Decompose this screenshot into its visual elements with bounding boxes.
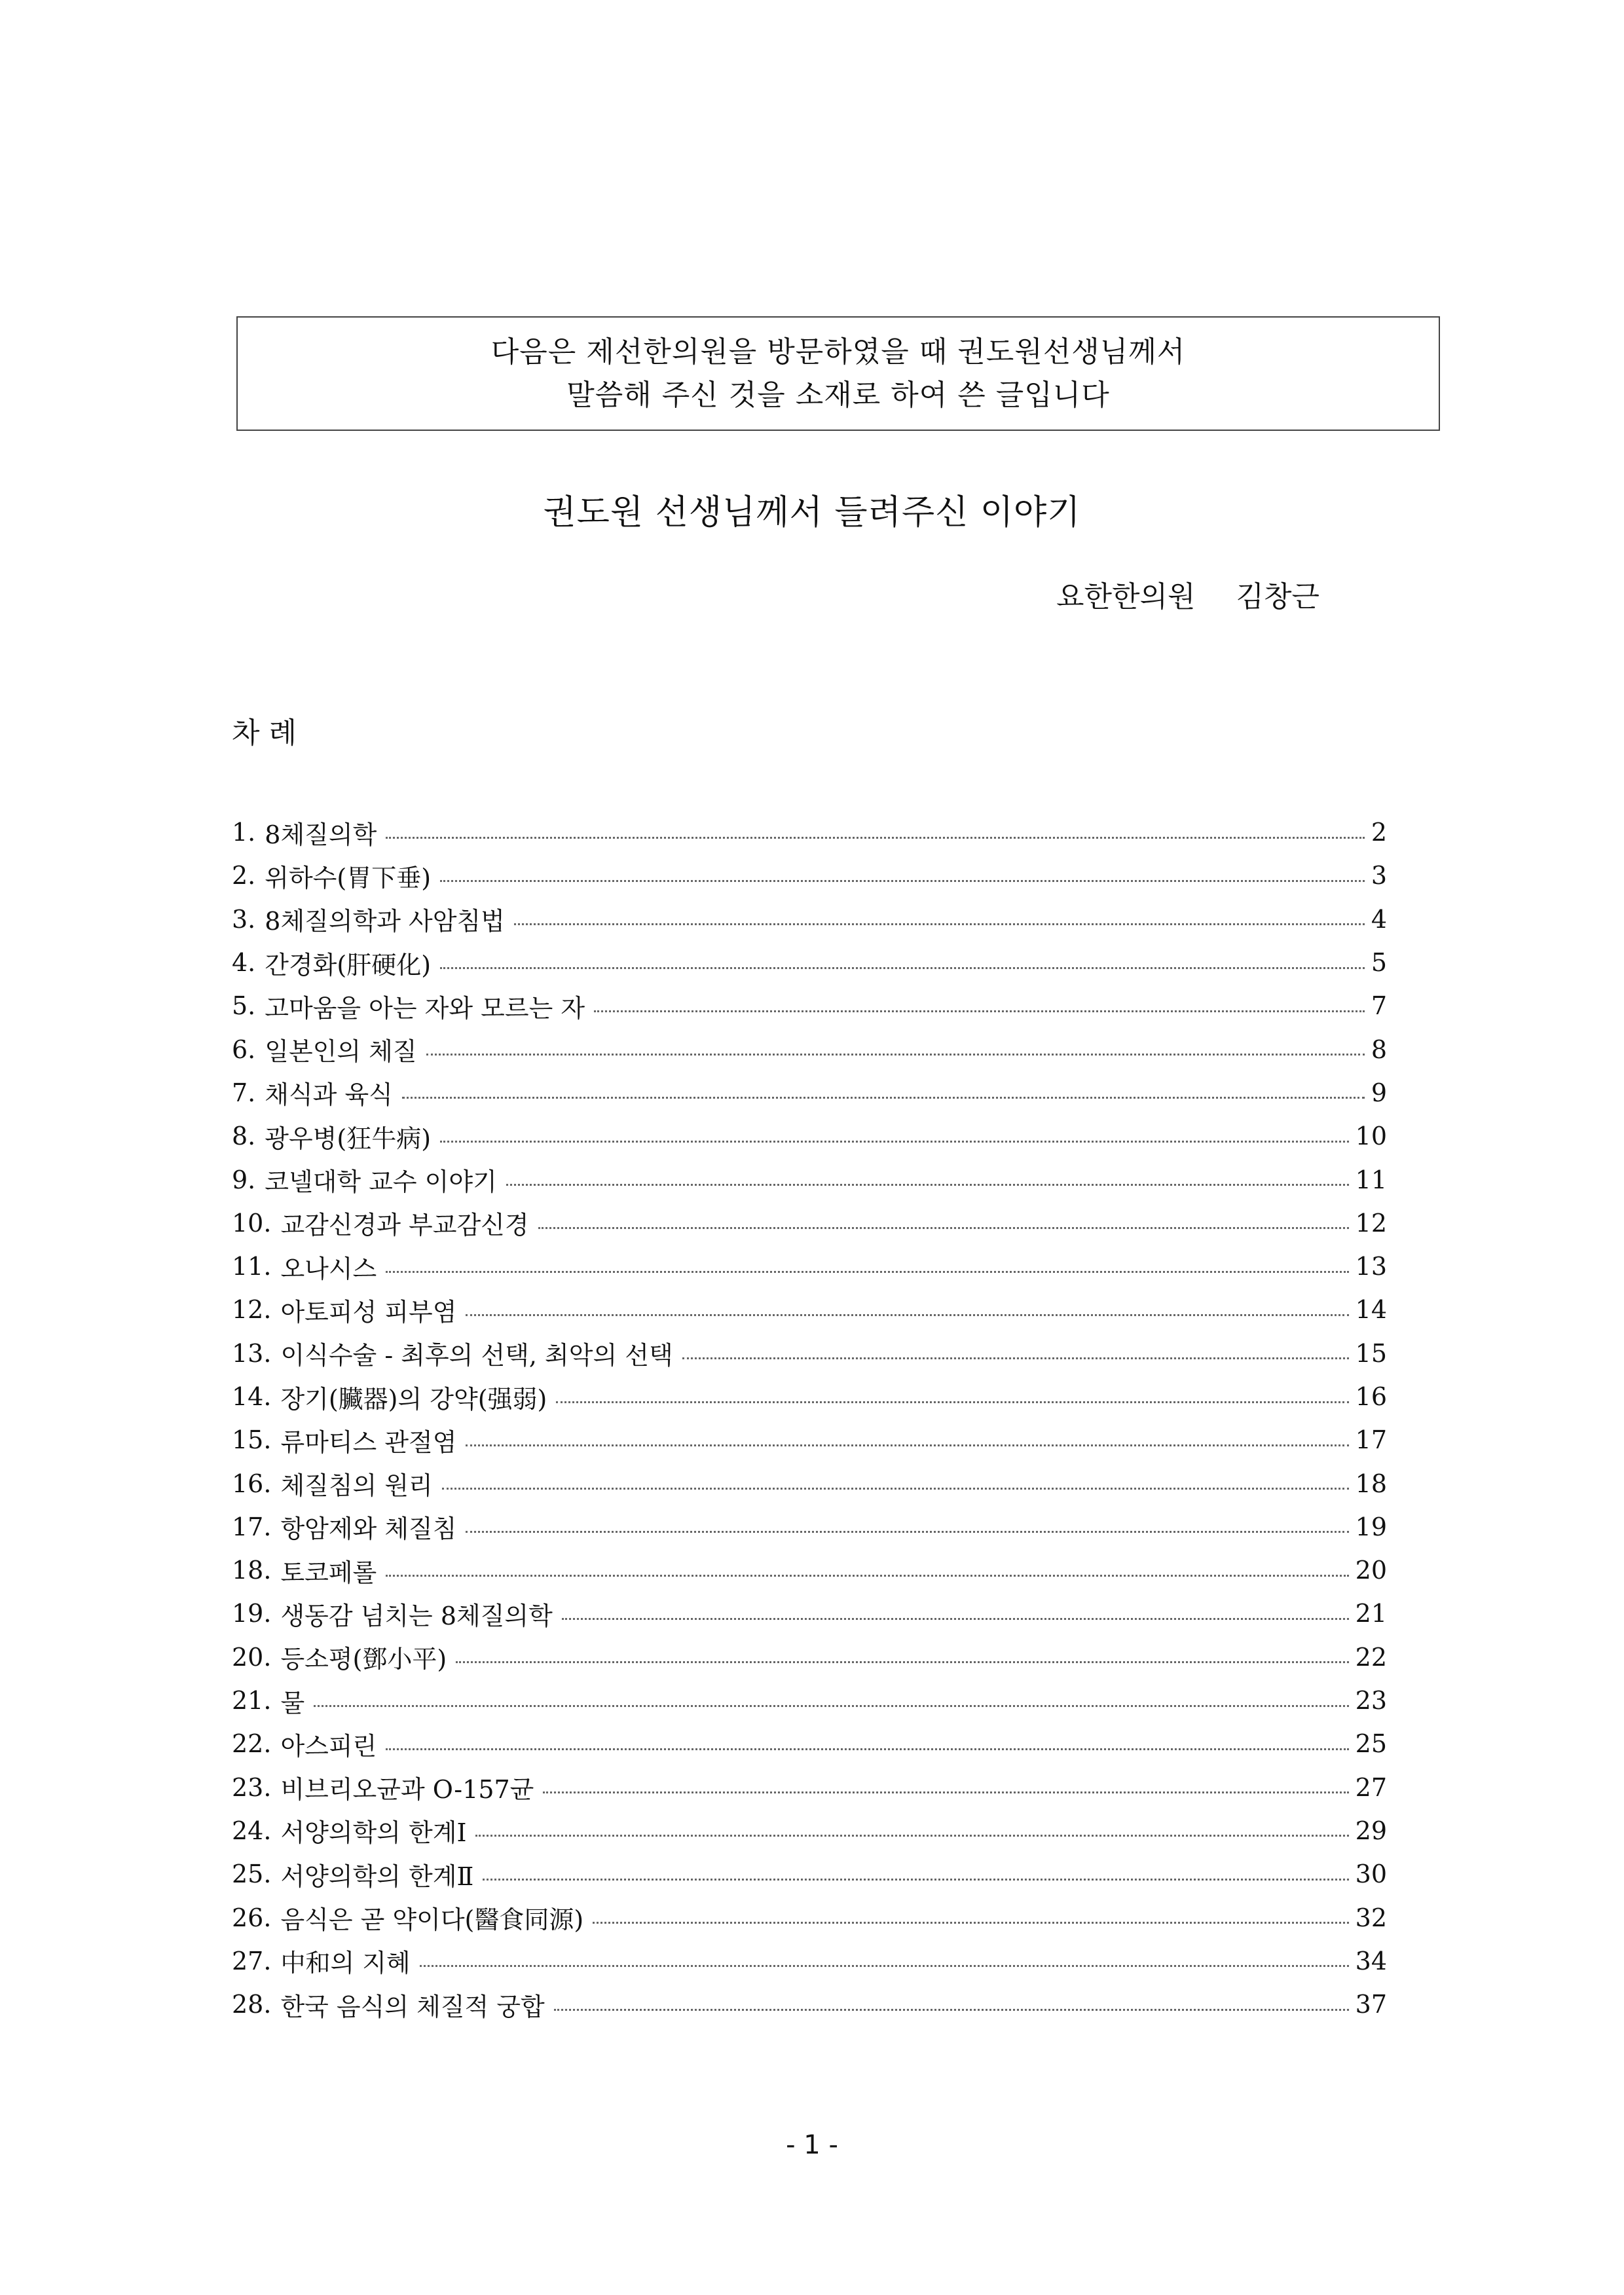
dot-leader xyxy=(440,967,1365,969)
toc-heading: 차 례 xyxy=(232,716,297,750)
toc-item-page: 3 xyxy=(1371,861,1387,890)
toc-item-label: 8체질의학 xyxy=(265,820,377,849)
toc-item-label: 일본인의 체질 xyxy=(265,1037,417,1067)
toc-item xyxy=(232,1418,1387,1461)
toc-item xyxy=(232,1027,1387,1071)
toc-item-label: 아토피성 피부염 xyxy=(280,1297,457,1327)
dot-leader xyxy=(386,1748,1348,1750)
toc-item-label: 류마티스 관절염 xyxy=(280,1427,457,1457)
toc-item-page: 21 xyxy=(1355,1599,1387,1628)
toc-item-page: 13 xyxy=(1355,1252,1387,1281)
toc-item-label: 오나시스 xyxy=(280,1254,377,1283)
toc-item-page: 23 xyxy=(1355,1686,1387,1716)
toc-item xyxy=(232,1766,1387,1809)
toc-item-number: 21. xyxy=(232,1686,272,1716)
toc-item-page: 12 xyxy=(1355,1208,1387,1238)
dot-leader xyxy=(556,1401,1348,1403)
toc-item-page: 25 xyxy=(1355,1729,1387,1759)
dot-leader xyxy=(314,1705,1348,1707)
table-of-contents xyxy=(232,811,1387,2026)
dot-leader xyxy=(466,1314,1348,1316)
dot-leader xyxy=(456,1661,1348,1663)
toc-item-page: 16 xyxy=(1355,1382,1387,1411)
toc-item-number: 10. xyxy=(232,1208,272,1238)
toc-item-number: 24. xyxy=(232,1816,272,1845)
toc-item xyxy=(232,941,1387,984)
toc-item-number: 18. xyxy=(232,1556,272,1585)
toc-item-label: 물 xyxy=(280,1688,305,1717)
dot-leader xyxy=(514,923,1365,925)
toc-item-number: 12. xyxy=(232,1295,272,1325)
document-title: 권도원 선생님께서 들려주신 이야기 xyxy=(543,493,1081,532)
toc-item-page: 34 xyxy=(1355,1946,1387,1975)
toc-item-label: 음식은 곧 약이다(醫食同源) xyxy=(280,1905,584,1935)
toc-item xyxy=(232,1679,1387,1722)
toc-item-number: 6. xyxy=(232,1035,256,1064)
toc-item xyxy=(232,854,1387,897)
toc-item xyxy=(232,1332,1387,1375)
dot-leader xyxy=(426,1054,1365,1056)
toc-item-label: 고마움을 아는 자와 모르는 자 xyxy=(265,993,585,1023)
toc-item xyxy=(232,1939,1387,1983)
toc-item xyxy=(232,1896,1387,1939)
toc-item-page: 22 xyxy=(1355,1642,1387,1672)
toc-item-number: 19. xyxy=(232,1599,272,1628)
toc-item xyxy=(232,1158,1387,1201)
toc-item xyxy=(232,1983,1387,2026)
toc-item xyxy=(232,1722,1387,1765)
toc-item-number: 28. xyxy=(232,1990,272,2019)
toc-item xyxy=(232,1549,1387,1592)
notice-line-1: 다음은 제선한의원을 방문하였을 때 권도원선생님께서 xyxy=(490,335,1186,369)
toc-item-number: 7. xyxy=(232,1078,256,1107)
toc-item-number: 8. xyxy=(232,1122,256,1151)
toc-item-page: 15 xyxy=(1355,1338,1387,1368)
toc-item-label: 체질침의 원리 xyxy=(280,1471,433,1501)
toc-item-page: 27 xyxy=(1355,1772,1387,1802)
toc-item-page: 7 xyxy=(1371,991,1387,1021)
toc-item-number: 4. xyxy=(232,948,256,978)
dot-leader xyxy=(442,1488,1349,1490)
dot-leader xyxy=(543,1791,1348,1793)
toc-item-page: 18 xyxy=(1355,1469,1387,1498)
toc-item xyxy=(232,1852,1387,1896)
toc-item-number: 27. xyxy=(232,1946,272,1975)
toc-item-label: 서양의학의 한계Ⅱ xyxy=(280,1862,474,1891)
toc-item-label: 한국 음식의 체질적 궁합 xyxy=(280,1992,545,2021)
dot-leader xyxy=(420,1965,1349,1967)
toc-item-label: 생동감 넘치는 8체질의학 xyxy=(280,1601,553,1630)
toc-item-number: 9. xyxy=(232,1165,256,1194)
toc-item-label: 中和의 지혜 xyxy=(280,1949,411,1978)
toc-item-label: 채식과 육식 xyxy=(265,1080,393,1110)
toc-item xyxy=(232,1375,1387,1418)
toc-item xyxy=(232,984,1387,1027)
page-number: - 1 - xyxy=(786,2130,838,2160)
dot-leader xyxy=(440,1141,1349,1143)
dot-leader xyxy=(682,1357,1349,1359)
toc-item xyxy=(232,1071,1387,1114)
notice-box xyxy=(236,316,1440,431)
toc-item-page: 29 xyxy=(1355,1816,1387,1845)
toc-item-number: 26. xyxy=(232,1903,272,1932)
toc-item-page: 10 xyxy=(1355,1122,1387,1151)
toc-item-page: 32 xyxy=(1355,1903,1387,1932)
dot-leader xyxy=(562,1618,1349,1620)
toc-item-label: 교감신경과 부교감신경 xyxy=(280,1211,529,1240)
dot-leader xyxy=(466,1531,1348,1533)
toc-item-label: 장기(臟器)의 강약(强弱) xyxy=(280,1384,547,1414)
toc-item-number: 25. xyxy=(232,1860,272,1889)
toc-item xyxy=(232,1288,1387,1331)
dot-leader xyxy=(466,1444,1348,1446)
author-clinic: 요한한의원 xyxy=(1056,580,1196,614)
toc-item-number: 1. xyxy=(232,818,256,847)
notice-line-2: 말씀해 주신 것을 소재로 하여 쓴 글입니다 xyxy=(566,378,1110,412)
toc-item-number: 16. xyxy=(232,1469,272,1498)
dot-leader xyxy=(386,1271,1348,1273)
toc-item-page: 8 xyxy=(1371,1035,1387,1064)
toc-item-number: 5. xyxy=(232,991,256,1021)
toc-item-page: 4 xyxy=(1371,904,1387,934)
toc-item-label: 이식수술 - 최후의 선택, 최악의 선택 xyxy=(280,1341,673,1370)
dot-leader xyxy=(554,2009,1349,2011)
toc-item-number: 15. xyxy=(232,1425,272,1455)
toc-item-page: 20 xyxy=(1355,1556,1387,1585)
toc-item-number: 11. xyxy=(232,1252,272,1281)
toc-item-label: 8체질의학과 사암침법 xyxy=(265,907,505,936)
toc-item-label: 서양의학의 한계Ⅰ xyxy=(280,1818,467,1848)
toc-item xyxy=(232,811,1387,854)
toc-item-number: 17. xyxy=(232,1512,272,1541)
dot-leader xyxy=(506,1184,1349,1186)
author-line xyxy=(1056,578,1320,617)
toc-item xyxy=(232,1505,1387,1549)
toc-item-number: 3. xyxy=(232,904,256,934)
toc-item xyxy=(232,898,1387,941)
toc-item-page: 11 xyxy=(1355,1165,1387,1194)
toc-item-page: 30 xyxy=(1355,1860,1387,1889)
dot-leader xyxy=(402,1097,1365,1099)
toc-item-number: 2. xyxy=(232,861,256,890)
dot-leader xyxy=(483,1879,1348,1881)
toc-item-label: 코넬대학 교수 이야기 xyxy=(265,1167,497,1197)
toc-item xyxy=(232,1809,1387,1852)
toc-item-label: 간경화(肝硬化) xyxy=(265,950,432,980)
toc-item-page: 9 xyxy=(1371,1078,1387,1107)
toc-item-number: 20. xyxy=(232,1642,272,1672)
toc-item-page: 5 xyxy=(1371,948,1387,978)
toc-item-page: 17 xyxy=(1355,1425,1387,1455)
dot-leader xyxy=(440,880,1365,882)
toc-item-label: 등소평(鄧小平) xyxy=(280,1645,447,1674)
toc-item-label: 위하수(胃下垂) xyxy=(265,863,432,892)
toc-item-label: 토코페롤 xyxy=(280,1558,377,1587)
dot-leader xyxy=(475,1835,1348,1837)
toc-item-label: 비브리오균과 O-157균 xyxy=(280,1775,534,1805)
toc-item xyxy=(232,1245,1387,1288)
toc-item-page: 14 xyxy=(1355,1295,1387,1325)
author-name: 김창근 xyxy=(1236,580,1320,614)
dot-leader xyxy=(594,1010,1365,1012)
toc-item xyxy=(232,1592,1387,1635)
toc-item-number: 14. xyxy=(232,1382,272,1411)
toc-item-number: 13. xyxy=(232,1338,272,1368)
toc-item-label: 광우병(狂牛病) xyxy=(265,1124,432,1153)
toc-item xyxy=(232,1461,1387,1505)
toc-item xyxy=(232,1636,1387,1679)
toc-item xyxy=(232,1114,1387,1158)
dot-leader xyxy=(386,837,1365,839)
dot-leader xyxy=(593,1922,1348,1924)
toc-item-number: 23. xyxy=(232,1772,272,1802)
toc-item-page: 2 xyxy=(1371,818,1387,847)
toc-item-label: 아스피린 xyxy=(280,1731,377,1761)
dot-leader xyxy=(538,1227,1349,1229)
toc-item-label: 항암제와 체질침 xyxy=(280,1515,457,1544)
toc-item-number: 22. xyxy=(232,1729,272,1759)
dot-leader xyxy=(386,1575,1348,1577)
toc-item-page: 37 xyxy=(1355,1990,1387,2019)
toc-item-page: 19 xyxy=(1355,1512,1387,1541)
toc-item xyxy=(232,1202,1387,1245)
